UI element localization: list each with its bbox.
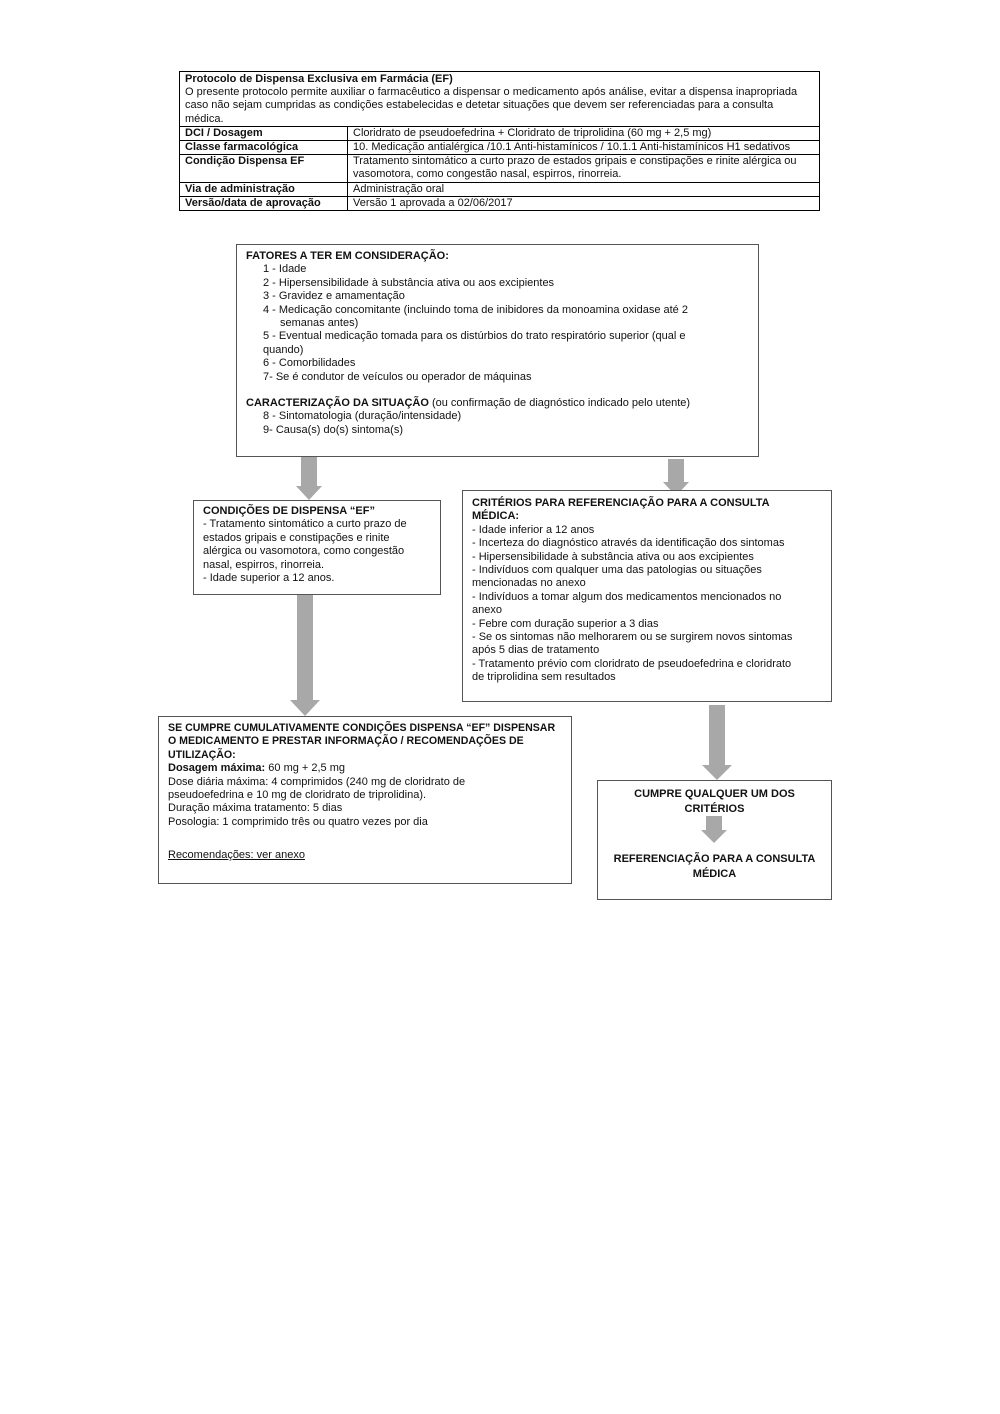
factor-item-continuation: quando) xyxy=(263,343,304,356)
row-key-dci: DCI / Dosagem xyxy=(180,126,348,140)
criteria-line: - Incerteza do diagnóstico através da identificação dos sintomas xyxy=(472,537,785,550)
condition-line: estados gripais e constipações e rinite xyxy=(203,531,390,544)
factors-box xyxy=(236,244,759,457)
condition-line: - Tratamento sintomático a curto prazo de xyxy=(203,518,407,531)
row-value-version: Versão 1 aprovada a 02/06/2017 xyxy=(348,196,820,210)
criteria-line: - Febre com duração superior a 3 dias xyxy=(472,617,659,630)
factor-item: 2 - Hipersensibilidade à substância ativa ou aos excipientes xyxy=(263,276,555,289)
max-dose-value: 60 mg + 2,5 mg xyxy=(265,762,346,775)
dispense-title-line: UTILIZAÇÃO: xyxy=(168,748,236,761)
factor-item: 3 - Gravidez e amamentação xyxy=(263,290,405,303)
situation-title: CARACTERIZAÇÃO DA SITUAÇÃO xyxy=(246,397,429,410)
criteria-line: mencionadas no anexo xyxy=(472,577,586,590)
factor-item: 7- Se é condutor de veículos ou operador de máquinas xyxy=(263,370,532,383)
referral-criteria-line: CUMPRE QUALQUER UM DOS xyxy=(634,788,795,800)
criteria-box xyxy=(462,490,832,702)
situation-note: (ou confirmação de diagnóstico indicado pelo utente) xyxy=(428,397,691,410)
conditions-title: CONDIÇÕES DE DISPENSA “EF” xyxy=(203,505,375,517)
criteria-line: - Hipersensibilidade à substância ativa ou aos excipientes xyxy=(472,550,754,563)
dispense-box xyxy=(158,716,572,884)
protocol-title: Protocolo de Dispensa Exclusiva em Farmácia (EF) xyxy=(185,73,453,85)
criteria-line: - Tratamento prévio com cloridrato de pseudoefedrina e cloridrato xyxy=(472,657,792,670)
situation-item: 9- Causa(s) do(s) sintoma(s) xyxy=(263,423,403,436)
situation-heading xyxy=(246,397,749,410)
recommendations-link: Recomendações: ver anexo xyxy=(168,849,305,862)
condition-line: - Idade superior a 12 anos. xyxy=(203,572,335,585)
dispense-line: pseudoefedrina e 10 mg de cloridrato de triprolidina). xyxy=(168,789,427,802)
max-dose-label: Dosagem máxima: xyxy=(168,762,266,775)
row-key-version: Versão/data de aprovação xyxy=(180,196,348,210)
arrow-down-icon xyxy=(290,594,320,716)
row-key-condition: Condição Dispensa EF xyxy=(180,155,348,182)
arrow-down-icon xyxy=(296,457,322,500)
referral-criteria-line: CRITÉRIOS xyxy=(684,803,745,815)
row-value-condition: Tratamento sintomático a curto prazo de estados gripais e constipações e rinite alérgica ou vasomotora, como congestão nasal, espirros, rinorreia. xyxy=(348,155,820,182)
dispense-title-line: SE CUMPRE CUMULATIVAMENTE CONDIÇÕES DISPENSA “EF” DISPENSAR xyxy=(168,722,556,734)
conditions-box xyxy=(193,500,441,595)
dispense-line: Posologia: 1 comprimido três ou quatro vezes por dia xyxy=(168,815,428,828)
dispense-title-line: O MEDICAMENTO E PRESTAR INFORMAÇÃO / RECOMENDAÇÕES DE xyxy=(168,735,524,748)
row-value-route: Administração oral xyxy=(348,182,820,196)
factor-item: 6 - Comorbilidades xyxy=(263,357,356,370)
criteria-line: de triprolidina sem resultados xyxy=(472,671,616,684)
factor-item: 5 - Eventual medicação tomada para os distúrbios do trato respiratório superior (qual e xyxy=(263,330,686,343)
dispense-line: Dose diária máxima: 4 comprimidos (240 mg de cloridrato de xyxy=(168,775,466,788)
criteria-line: - Indivíduos com qualquer uma das patologias ou situações xyxy=(472,564,762,577)
condition-line: nasal, espirros, rinorreia. xyxy=(203,558,325,571)
criteria-title-line: MÉDICA: xyxy=(472,510,520,523)
protocol-header-cell xyxy=(180,72,820,127)
factor-item: 1 - Idade xyxy=(263,263,307,276)
referral-box xyxy=(597,780,832,900)
criteria-line: - Se os sintomas não melhorarem ou se surgirem novos sintomas xyxy=(472,631,793,644)
protocol-header-table xyxy=(179,71,820,211)
criteria-title-line: CRITÉRIOS PARA REFERENCIAÇÃO PARA A CONSULTA xyxy=(472,497,770,509)
criteria-line: - Idade inferior a 12 anos xyxy=(472,523,595,536)
criteria-line: após 5 dias de tratamento xyxy=(472,644,600,657)
condition-line: alérgica ou vasomotora, como congestão xyxy=(203,545,405,558)
max-dose-line xyxy=(168,762,562,775)
row-value-dci: Cloridrato de pseudoefedrina + Cloridrato de triprolidina (60 mg + 2,5 mg) xyxy=(348,126,820,140)
factors-title: FATORES A TER EM CONSIDERAÇÃO: xyxy=(246,250,449,262)
protocol-intro: O presente protocolo permite auxiliar o farmacêutico a dispensar o medicamento após análise, evitar a dispensa inapropriada caso não sejam cumpridas as condições estabelecidas e detetar situações que devem ser referenciadas para a consulta médica. xyxy=(185,86,798,125)
row-key-route: Via de administração xyxy=(180,182,348,196)
situation-item: 8 - Sintomatologia (duração/intensidade) xyxy=(263,410,462,423)
criteria-line: anexo xyxy=(472,604,502,617)
criteria-line: - Indivíduos a tomar algum dos medicamentos mencionados no xyxy=(472,590,782,603)
factor-item: 4 - Medicação concomitante (incluindo toma de inibidores da monoamina oxidase até 2 xyxy=(263,303,688,316)
row-key-class: Classe farmacológica xyxy=(180,141,348,155)
arrow-down-icon xyxy=(702,705,732,780)
referral-outcome-line: REFERENCIAÇÃO PARA A CONSULTA xyxy=(613,853,816,865)
referral-outcome-line: MÉDICA xyxy=(692,868,737,880)
factor-item-continuation: semanas antes) xyxy=(280,317,359,330)
row-value-class: 10. Medicação antialérgica /10.1 Anti-histamínicos / 10.1.1 Anti-histamínicos H1 sedativos xyxy=(348,141,820,155)
arrow-down-icon xyxy=(701,816,727,844)
dispense-line: Duração máxima tratamento: 5 dias xyxy=(168,802,343,815)
